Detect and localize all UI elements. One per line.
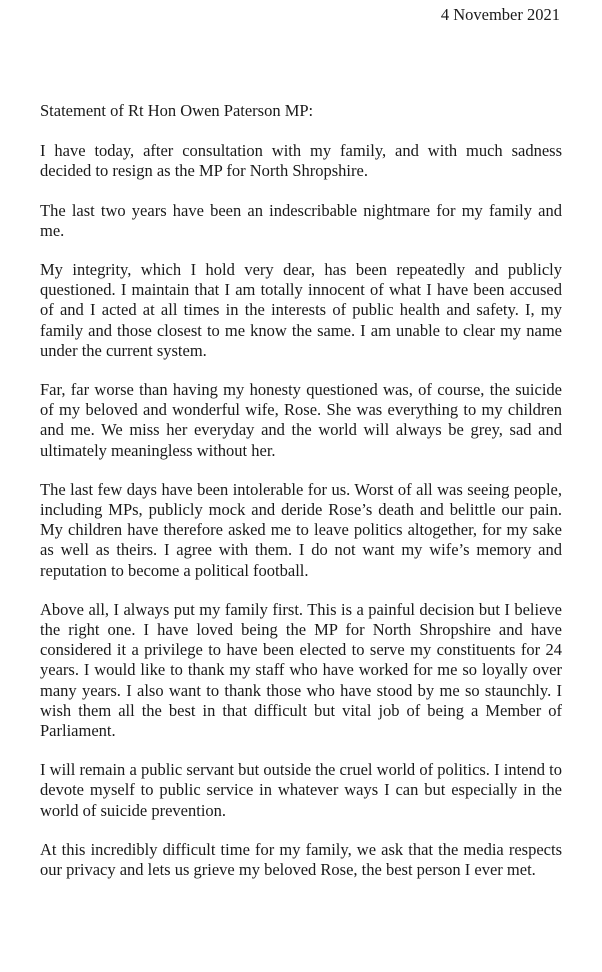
paragraph-privacy: At this incredibly difficult time for my family, we ask that the media respects our privacy and lets us grieve my beloved Rose, the best person I ever met.	[40, 839, 562, 880]
statement-date: 4 November 2021	[440, 5, 560, 24]
statement-title: Statement of Rt Hon Owen Paterson MP:	[40, 101, 314, 120]
paragraph-intolerable: The last few days have been intolerable for us. Worst of all was seeing people, including MPs, publicly mock and deride Rose’s death and belittle our pain. My children have therefore asked me to leave politics altogether, for my sake as well as theirs. I agree with them. I do not want my wife’s memory and reputation to become a political football.	[40, 479, 562, 580]
paragraph-integrity: My integrity, which I hold very dear, has been repeatedly and publicly questioned. I maintain that I am totally innocent of what I have been accused of and I acted at all times in the interests of public health and safety. I, my family and those closest to me know the same. I am unable to clear my name under the current system.	[40, 260, 562, 360]
paragraph-public-servant: I will remain a public servant but outside the cruel world of politics. I intend to devote myself to public service in whatever ways I can but especially in the world of suicide prevention.	[40, 760, 562, 820]
paragraph-family-first: Above all, I always put my family first. This is a painful decision but I believe the right one. I have loved being the MP for North Shropshire and have considered it a privilege to have been elected to serve my constituents for 24 years. I would like to thank my staff who have worked for me so loyally over many years. I also want to thank those who have stood by me so staunchly. I wish them all the best in that difficult but vital job of being a Member of Parliament.	[40, 599, 562, 741]
paragraph-rose: Far, far worse than having my honesty questioned was, of course, the suicide of my beloved and wonderful wife, Rose. She was everything to my children and me. We miss her everyday and the world will always be grey, sad and ultimately meaningless without her.	[40, 380, 562, 460]
paragraph-nightmare: The last two years have been an indescribable nightmare for my family and me.	[40, 200, 562, 240]
paragraph-resignation: I have today, after consultation with my family, and with much sadness decided to resign as the MP for North Shropshire.	[40, 141, 562, 181]
statement-body	[40, 101, 562, 899]
